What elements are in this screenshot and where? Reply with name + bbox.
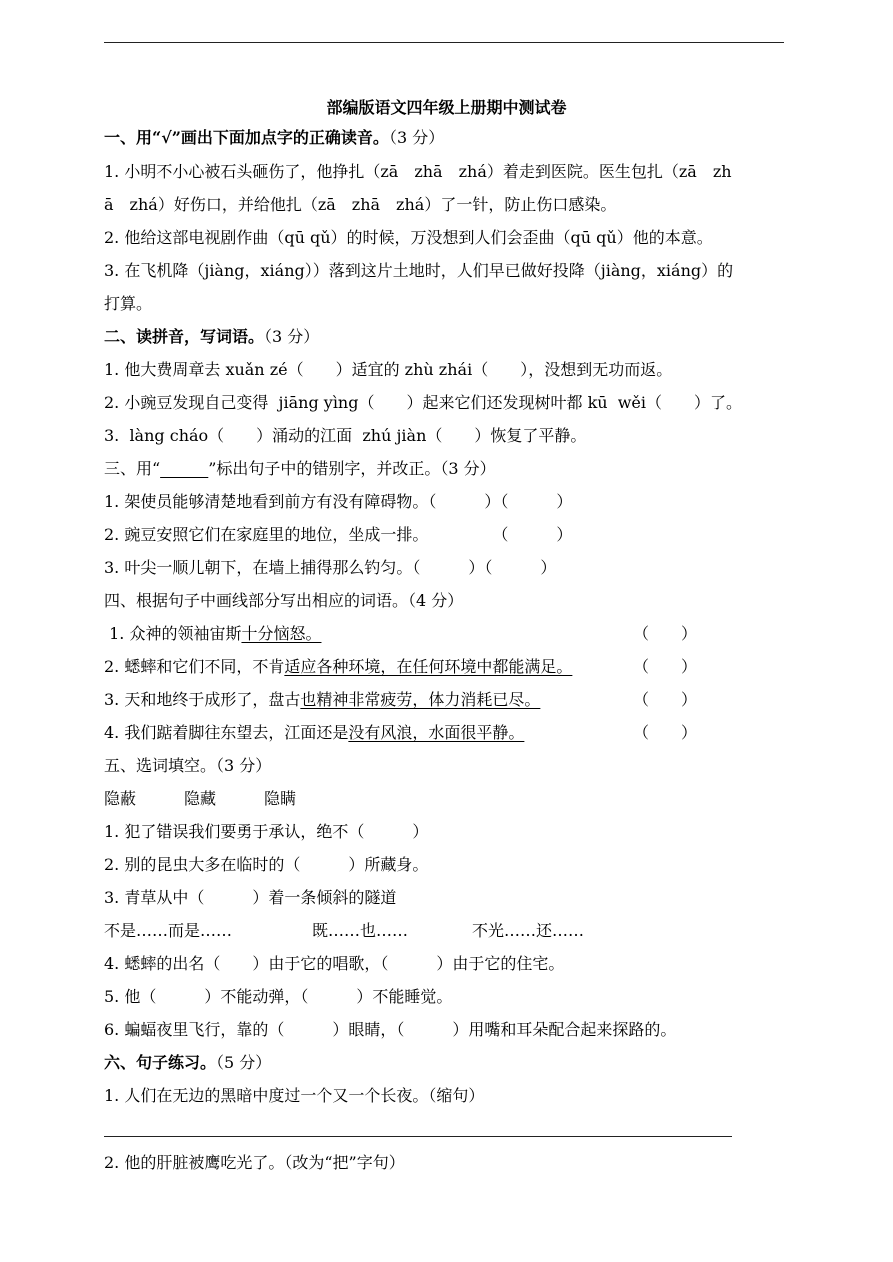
answer-line — [104, 1136, 732, 1137]
section-4-heading: 四、根据句子中画线部分写出相应的词语。（4 分） — [104, 591, 464, 610]
s5-line-5: 5. 他（ ）不能动弹，（ ）不能睡觉。 — [104, 987, 453, 1006]
section-6-title: 六、句子练习。 — [104, 1053, 217, 1072]
s5-line-4: 4. 蟋蟀的出名（ ）由于它的唱歌，（ ）由于它的住宅。 — [104, 954, 565, 973]
s2-line-1: 1. 他大费周章去 xuǎn zé（ ）适宜的 zhù zhái（ ），没想到无功而返。 — [104, 360, 673, 379]
section-6-score: （5 分） — [216, 1053, 272, 1072]
s5-line-6: 6. 蝙蝠夜里飞行，靠的（ ）眼睛，（ ）用嘴和耳朵配合起来探路的。 — [104, 1020, 677, 1039]
section-2-heading — [104, 326, 319, 348]
s6-line-1: 1. 人们在无边的黑暗中度过一个又一个长夜。（缩句） — [104, 1086, 485, 1105]
s5-line-3: 3. 青草从中（ ）着一条倾斜的隧道 — [104, 888, 397, 907]
underline-marker: ______ — [160, 459, 209, 478]
s6-line-2: 2. 他的肝脏被鹰吃光了。（改为“把”字句） — [104, 1153, 405, 1172]
s1-line-1: 1. 小明不小心被石头砸伤了，他挣扎（zā zhā zhá）着走到医院。医生包扎（zā zh — [104, 162, 732, 181]
underlined-phrase: 也精神非常疲劳，体力消耗已尽。 — [300, 690, 541, 709]
s2-line-2: 2. 小豌豆发现自己变得 jiāng yìng（ ）起来它们还发现树叶都 kū wěi（ ）了。 — [104, 393, 743, 412]
section-5-heading: 五、选词填空。（3 分） — [104, 756, 272, 775]
s4-question-2: 2. 蟋蟀和它们不同，不肯适应各种环境，在任何环境中都能满足。 — [104, 657, 573, 676]
s4-answer-3: （ ） — [633, 690, 698, 709]
section-3-heading: 三、用“______”标出句子中的错别字，并改正。（3 分） — [104, 459, 496, 478]
section-6-heading — [104, 1052, 271, 1074]
section-2-title: 二、读拼音，写词语。 — [104, 327, 265, 346]
s4-answer-4: （ ） — [633, 723, 698, 742]
s3-line-1: 1. 架使员能够清楚地看到前方有没有障碍物。（ ）（ ） — [104, 492, 573, 511]
s3-line-3: 3. 叶尖一顺儿朝下，在墙上捕得那么钓匀。（ ）（ ） — [104, 558, 557, 577]
underlined-phrase: 适应各种环境，在任何环境中都能满足。 — [284, 657, 573, 676]
s5-word-bank-2: 不是……而是…… 既……也…… 不光……还…… — [104, 921, 585, 940]
header-rule — [104, 42, 784, 43]
section-1-heading — [104, 127, 444, 149]
s5-word-bank-1: 隐蔽 隐藏 隐瞒 — [104, 789, 297, 808]
s3-line-2: 2. 豌豆安照它们在家庭里的地位，坐成一排。 （ ） — [104, 525, 573, 544]
s1-line-5: 打算。 — [104, 294, 153, 313]
underlined-phrase: 十分恼怒。 — [241, 624, 322, 643]
s5-line-1: 1. 犯了错误我们要勇于承认，绝不（ ） — [104, 822, 429, 841]
s1-line-2: ā zhá）好伤口，并给他扎（zā zhā zhá）了一针，防止伤口感染。 — [104, 195, 617, 214]
s1-line-3: 2. 他给这部电视剧作曲（qū qǔ）的时候，万没想到人们会歪曲（qū qǔ）他的本意。 — [104, 228, 713, 247]
section-1-title: 一、用“√”画出下面加点字的正确读音。 — [104, 128, 389, 147]
s4-question-4: 4. 我们踮着脚往东望去，江面还是没有风浪，水面很平静。 — [104, 723, 525, 742]
s5-line-2: 2. 别的昆虫大多在临时的（ ）所藏身。 — [104, 855, 429, 874]
page-title: 部编版语文四年级上册期中测试卷 — [326, 98, 567, 117]
s2-line-3: 3. làng cháo（ ）涌动的江面 zhú jiàn（ ）恢复了平静。 — [104, 426, 587, 445]
s4-answer-2: （ ） — [633, 657, 698, 676]
s4-question-1: 1. 众神的领袖宙斯十分恼怒。 — [104, 624, 322, 643]
underlined-phrase: 没有风浪，水面很平静。 — [348, 723, 525, 742]
s4-question-3: 3. 天和地终于成形了，盘古也精神非常疲劳，体力消耗已尽。 — [104, 690, 541, 709]
section-2-score: （3 分） — [264, 327, 320, 346]
s1-line-4: 3. 在飞机降（jiàng，xiáng））落到这片土地时，人们早已做好投降（jiàng，xiáng）的 — [104, 261, 734, 280]
s4-answer-1: （ ） — [633, 624, 698, 643]
section-1-score: （3 分） — [388, 128, 445, 147]
